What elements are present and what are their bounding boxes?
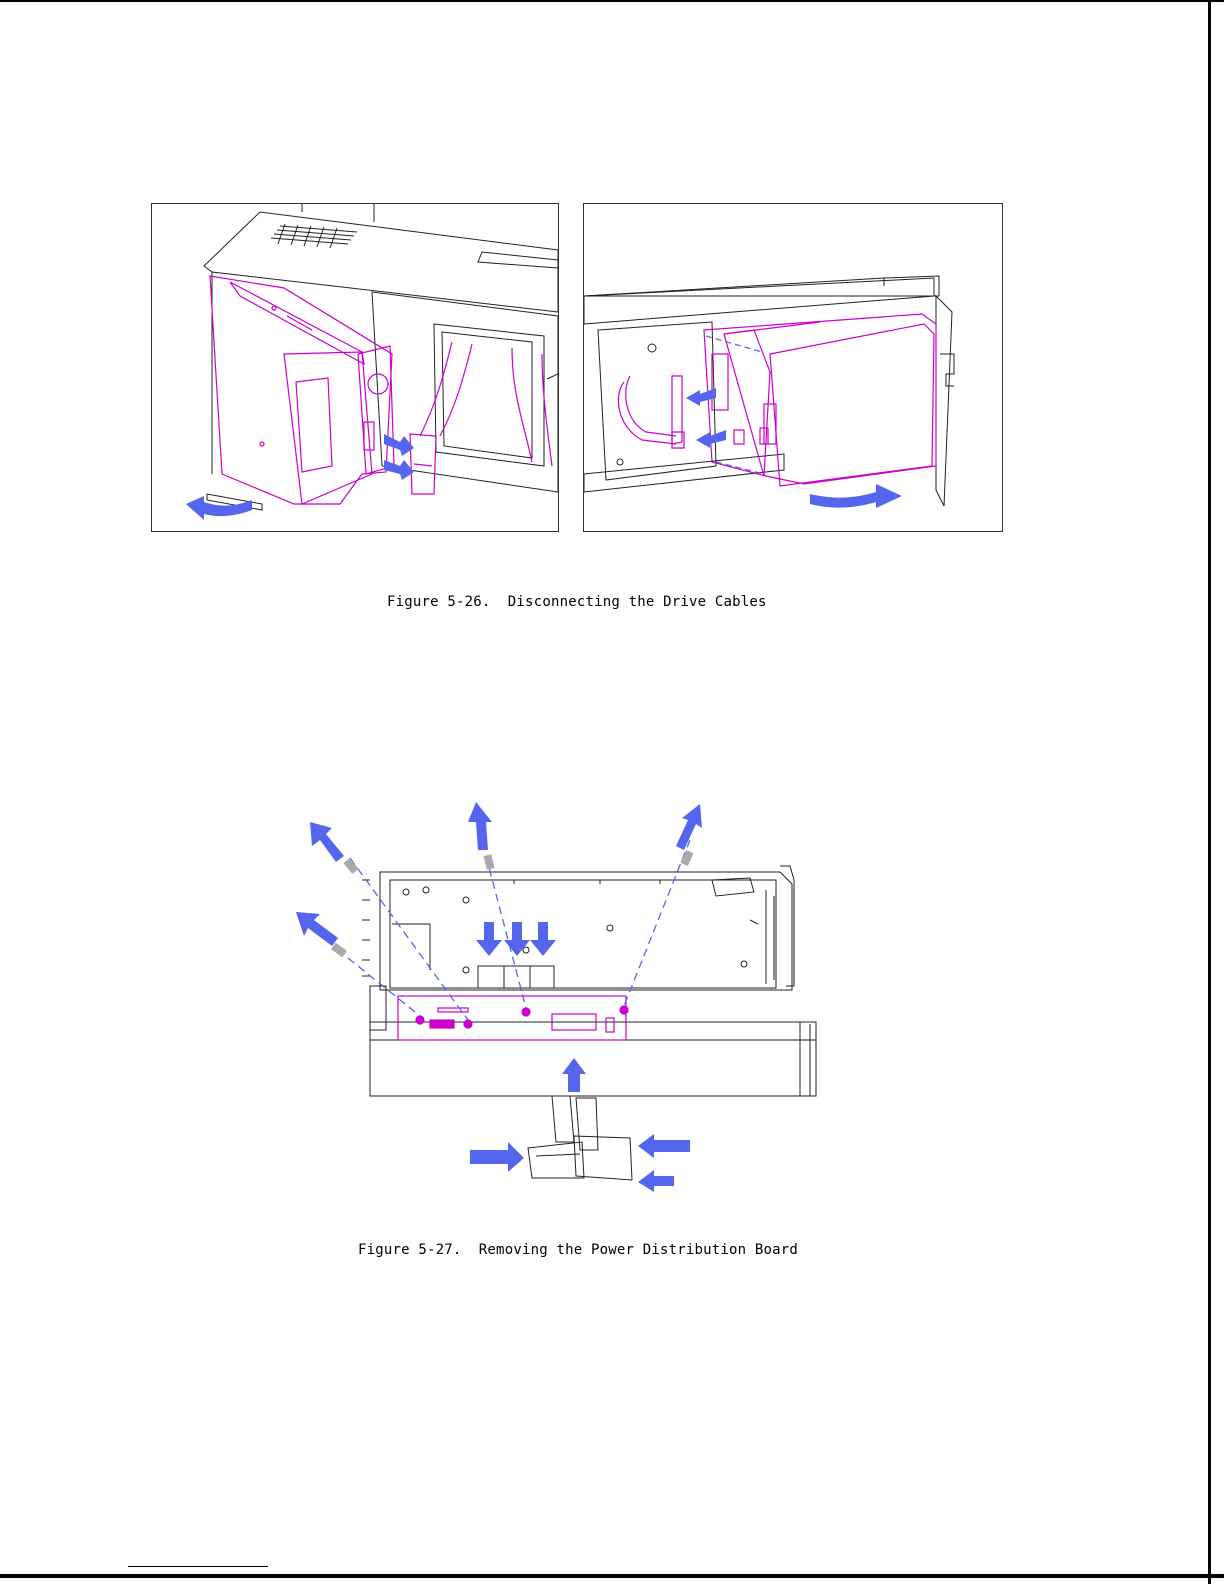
page-border-top [0,0,1224,2]
arrow-icon [384,434,414,456]
footer-rule [128,1566,268,1567]
power-distribution-board [398,996,628,1040]
drive-cable-right-illustration [584,204,1002,531]
ribbon-cables [410,342,552,494]
figure-5-27-caption: Figure 5-27. Removing the Power Distribution Board [358,1242,799,1258]
swing-arrow-icon [810,484,902,508]
drive-cable [618,376,684,448]
arrow-up-icon [562,1058,586,1092]
figure-5-27-illustration [280,800,840,1200]
arrow-down-icon [476,922,502,956]
power-distribution-board-illustration [280,800,840,1200]
direction-arrows [296,802,702,1192]
arrow-up-icon [468,802,492,850]
arrow-right-icon [470,1142,524,1172]
figure-5-26-right-panel [583,203,1003,532]
arrow-down-icon [530,922,556,956]
screw-icon [331,943,347,958]
page-border-bottom [0,1574,1224,1578]
figure-5-26-caption: Figure 5-26. Disconnecting the Drive Cables [387,594,767,610]
vent-grille [271,224,357,248]
arrow-up-left-icon [296,912,338,946]
screw-icon [343,858,358,874]
figure-5-26-left-panel [151,203,559,532]
drive-unit [704,314,936,486]
arrow-icon [384,460,414,480]
arrow-left-icon [638,1170,674,1192]
swing-arrow-icon [186,496,252,520]
drive-cable-left-illustration [152,204,558,531]
screw-icon [483,854,494,870]
arrow-left-icon [638,1134,690,1158]
pull-arrows [686,388,902,508]
page-border-right [1208,0,1211,1584]
arrow-up-left-icon [310,822,344,862]
drive-unit [210,276,394,504]
